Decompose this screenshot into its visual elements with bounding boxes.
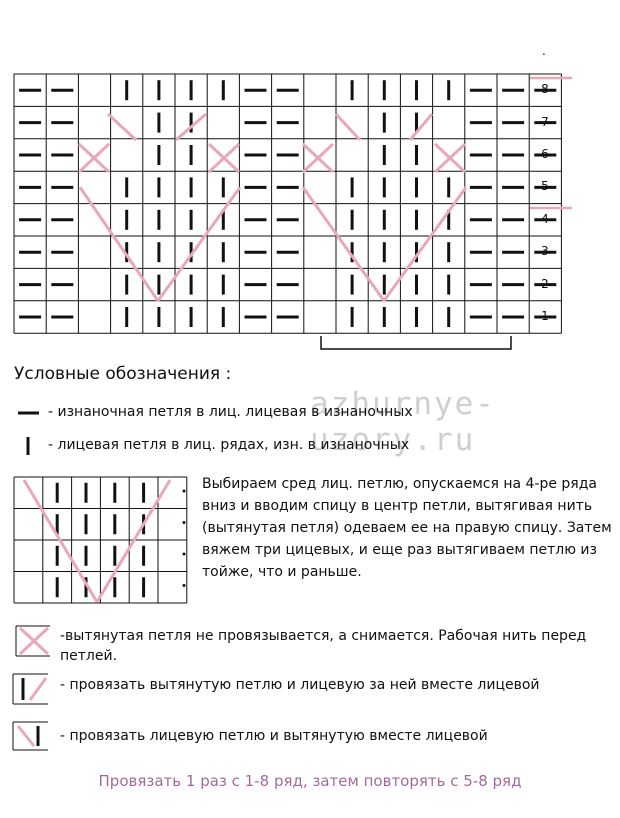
corner-dot: . bbox=[542, 44, 546, 58]
k2tog-mark bbox=[108, 114, 136, 140]
legend-dot bbox=[183, 553, 186, 556]
k2tog-mark bbox=[410, 114, 432, 140]
slip-pulled-symbol bbox=[16, 626, 50, 656]
watermark: azhurnye-uzory.ru bbox=[310, 386, 496, 458]
legend-dot bbox=[183, 584, 186, 587]
pulled-loop-line bbox=[158, 187, 240, 300]
legend-dot bbox=[183, 490, 186, 493]
purl-description: - изнаночная петля в лиц. лицевая в изнаночных bbox=[48, 404, 413, 420]
legend-dot bbox=[183, 521, 186, 524]
pulled-loop-description: Выбираем сред лиц. петлю, опускаемся на 4-ре ряда вниз и вводим спицу в центр петли, вытягивая нить (вытянутая петля) одеваем ее на правую спицу. Затем вяжем три цицевых, и еще раз вытягиваем петлю из тойже, что и раньше. bbox=[202, 476, 612, 580]
knit-description: - лицевая петля в лиц. рядах, изн. в изнаночных bbox=[48, 437, 410, 453]
pulled-loop-line bbox=[303, 187, 384, 300]
k2tog-pulled-first-symbol bbox=[13, 674, 48, 704]
repeat-bracket bbox=[321, 336, 511, 349]
k2tog-mark bbox=[336, 114, 360, 140]
k2tog-knit-first-symbol bbox=[13, 722, 48, 750]
chart-grid bbox=[14, 74, 561, 333]
legend-chart-pulled-loop bbox=[24, 480, 170, 602]
k2tog-pulled-first-description: - провязать вытянутую петлю и лицевую за ней вместе лицевой bbox=[60, 677, 540, 693]
chart-pulled-loops bbox=[79, 114, 466, 301]
row-number: 7 bbox=[541, 114, 549, 129]
row-number: 3 bbox=[541, 244, 549, 259]
row-number: 5 bbox=[541, 179, 549, 194]
row-number: 6 bbox=[541, 147, 549, 161]
row-number: 2 bbox=[541, 276, 549, 291]
row-number: 1 bbox=[541, 309, 549, 323]
pulled-loop-line bbox=[384, 187, 466, 300]
k2tog-knit-first-description: - провязать лицевую петлю и вытянутую вместе лицевой bbox=[60, 728, 488, 744]
legend-title: Условные обозначения : bbox=[14, 364, 232, 384]
row-number: 8 bbox=[541, 82, 549, 97]
repeat-instruction: Провязать 1 раз с 1-8 ряд, затем повторять с 5-8 ряд bbox=[98, 772, 522, 790]
row-number: 4 bbox=[541, 211, 549, 226]
pulled-loop-line bbox=[80, 187, 158, 300]
slip-description: -вытянутая петля не провязывается, а снимается. Рабочая нить перед петлей. bbox=[60, 628, 587, 664]
